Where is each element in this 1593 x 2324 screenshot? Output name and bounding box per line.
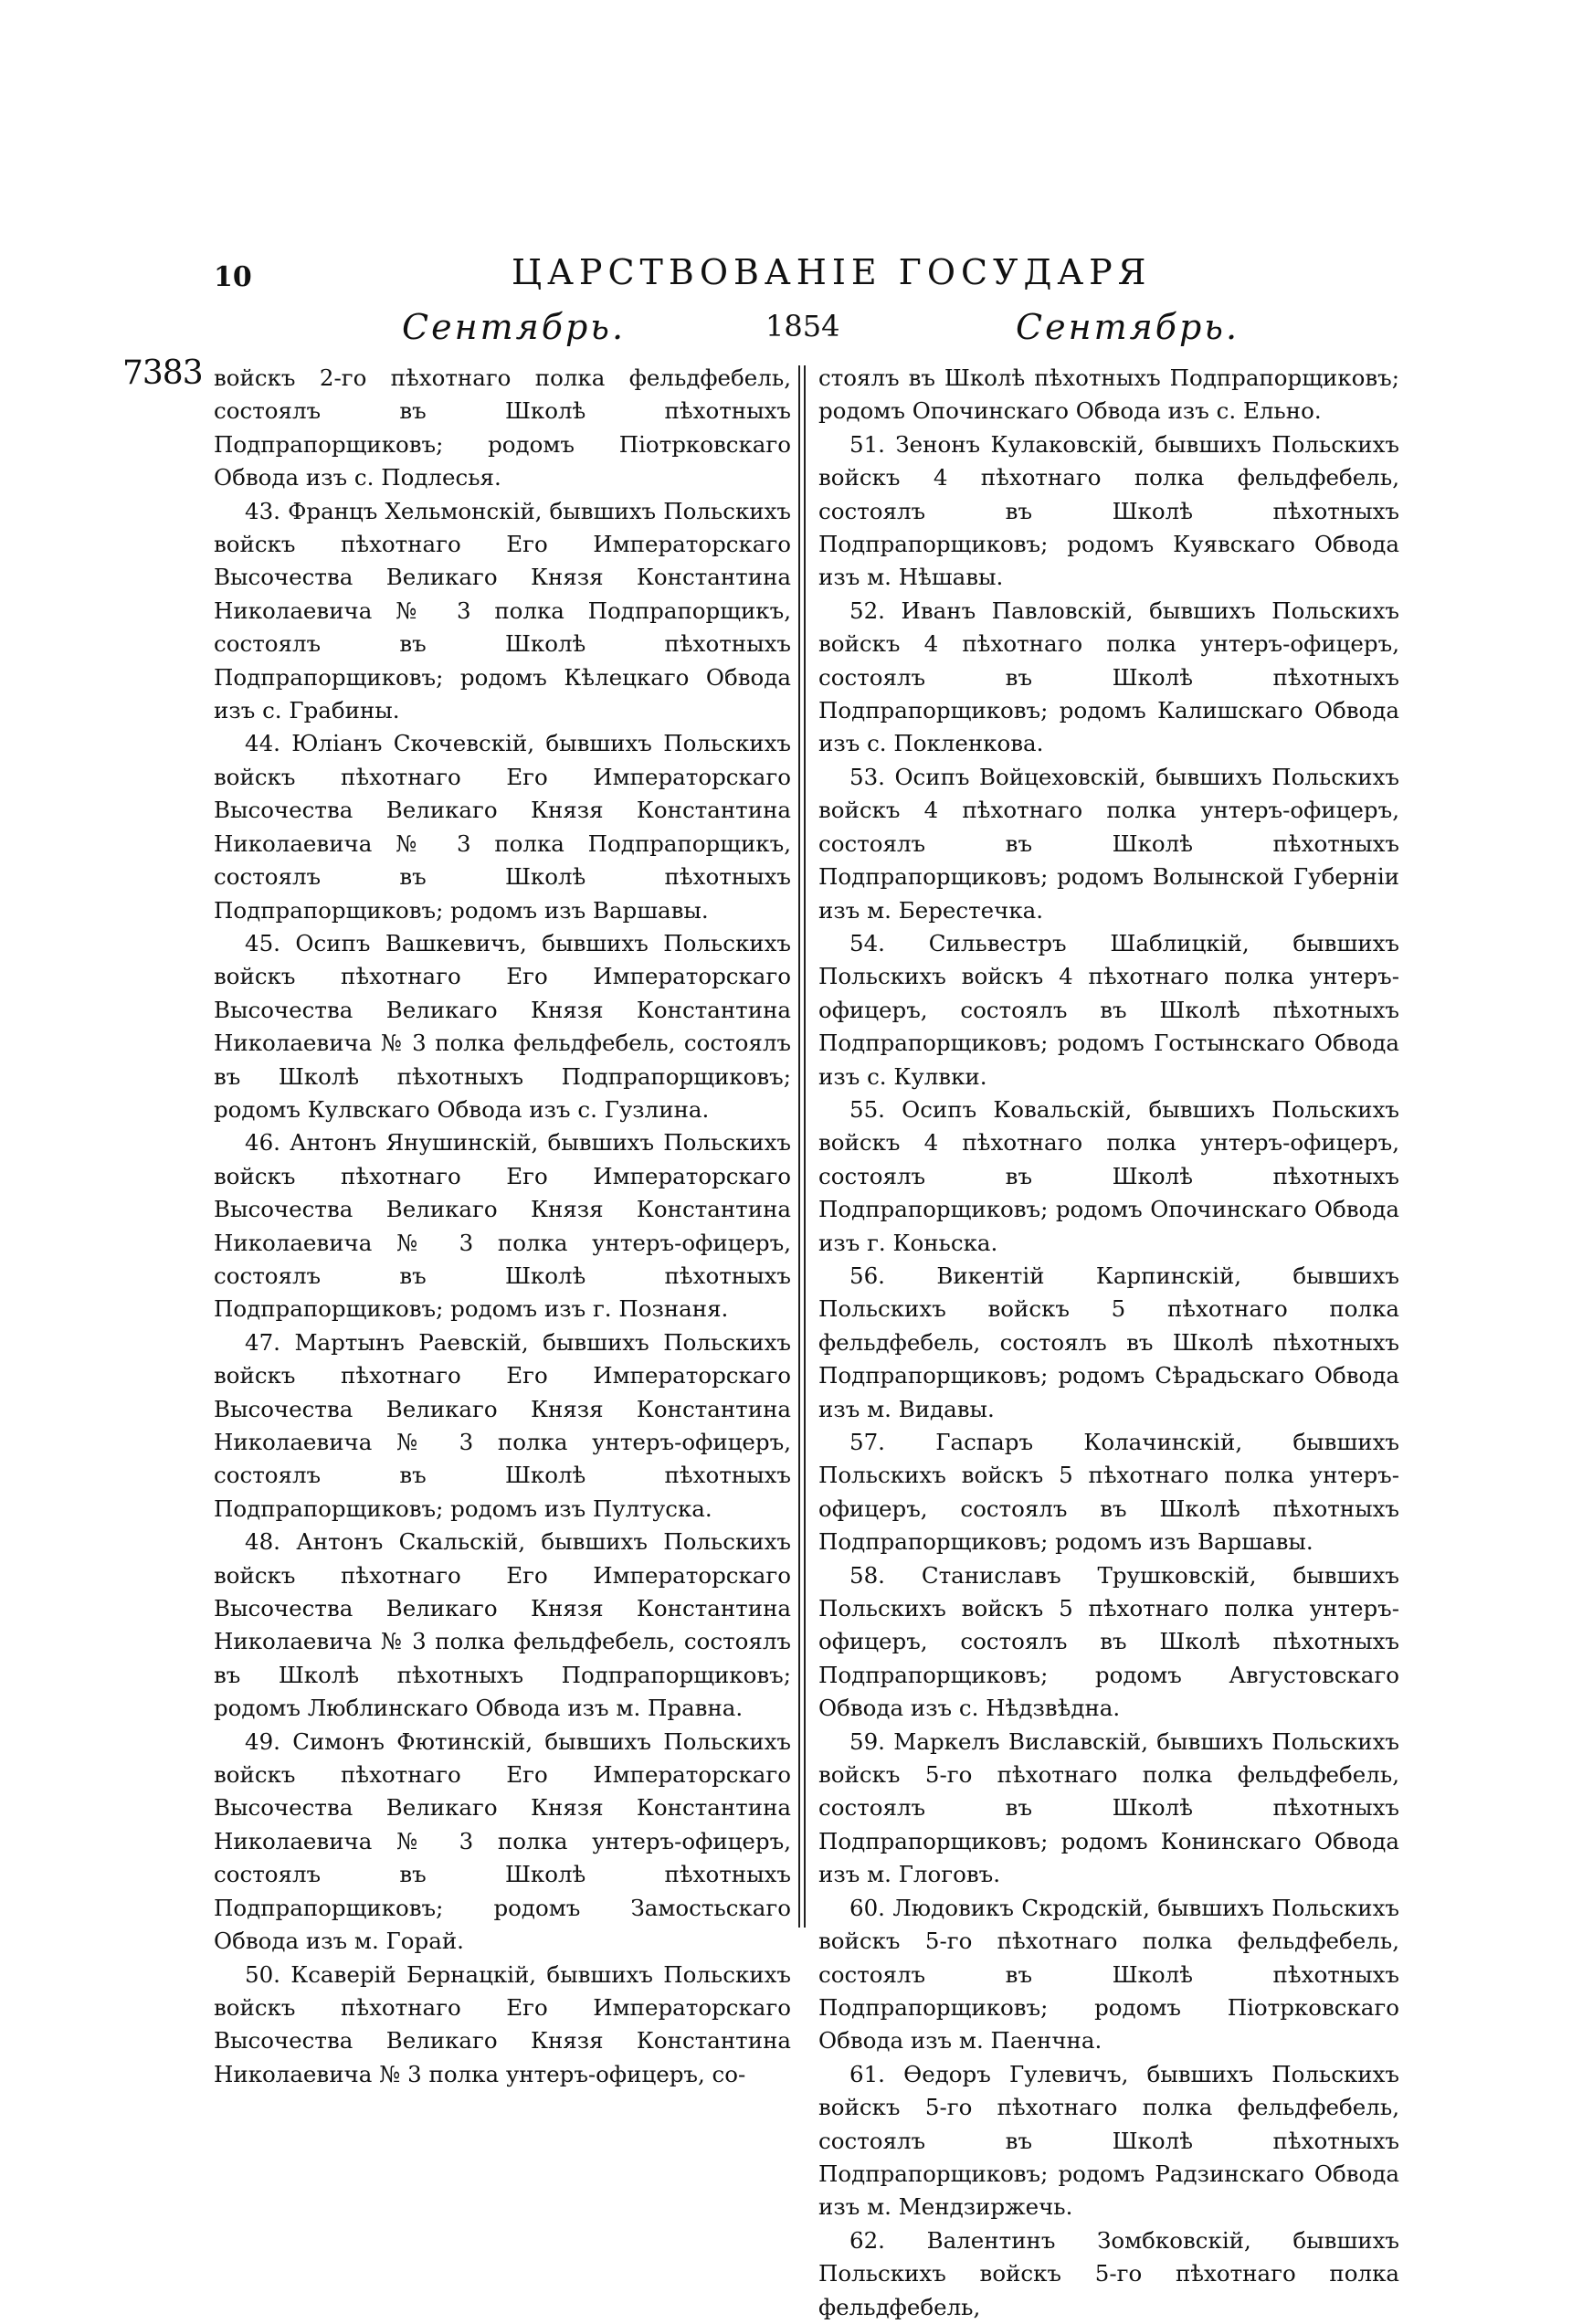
entry-44: 44. Юліанъ Скочевскій, бывшихъ Польскихъ войскъ пѣхотнаго Его Императорскаго Высочества Великаго Князя Константина Николаевича № 3 полка Подпрапорщикъ, состоялъ въ Школѣ пѣхотныхъ Подпрапорщиковъ; родомъ изъ Варшавы. (214, 730, 791, 924)
page-number: 10 (214, 261, 252, 293)
entry-46: 46. Антонъ Янушинскій, бывшихъ Польскихъ войскъ пѣхотнаго Его Императорскаго Высочества Великаго Князя Константина Николаевича № 3 полка унтеръ-офицеръ, состоялъ въ Школѣ пѣхотныхъ Подпрапорщиковъ; родомъ изъ г. Познаня. (214, 1129, 791, 1323)
entry-56: 56. Викентій Карпинскій, бывшихъ Польскихъ войскъ 5 пѣхотнаго полка фельдфебель, состоялъ въ Школѣ пѣхотныхъ Подпрапорщиковъ; родомъ Сѣрадьскаго Обвода изъ м. Видавы. (818, 1262, 1399, 1422)
entry-61: 61. Ѳедоръ Гулевичъ, бывшихъ Польскихъ войскъ 5-го пѣхотнаго полка фельдфебель, состоялъ въ Школѣ пѣхотныхъ Подпрапорщиковъ; родомъ Радзинскаго Обвода изъ м. Мендзиржечь. (818, 2060, 1399, 2221)
entry-45: 45. Осипъ Вашкевичъ, бывшихъ Польскихъ войскъ пѣхотнаго Его Императорскаго Высочества Великаго Князя Константина Николаевича № 3 полка фельдфебель, состоялъ въ Школѣ пѣхотныхъ Подпрапорщиковъ; родомъ Кулвскаго Обвода изъ с. Гузлина. (214, 929, 791, 1123)
entry-49: 49. Симонъ Фютинскій, бывшихъ Польскихъ войскъ пѣхотнаго Его Императорскаго Высочества Великаго Князя Константина Николаевича № 3 полка унтеръ-офицеръ, состоялъ въ Школѣ пѣхотныхъ Подпрапорщиковъ; родомъ Замостьскаго Обвода изъ м. Горай. (214, 1727, 791, 1955)
entry-62: 62. Валентинъ Зомбковскій, бывшихъ Польскихъ войскъ 5-го пѣхотнаго полка фельдфебель, (818, 2226, 1399, 2320)
column-divider (798, 365, 806, 1928)
running-title: ЦАРСТВОВАНІЕ ГОСУДАРЯ (512, 252, 1152, 292)
entry-57: 57. Гаспаръ Колачинскій, бывшихъ Польскихъ войскъ 5 пѣхотнаго полка унтеръ-офицеръ, состоялъ въ Школѣ пѣхотныхъ Подпрапорщиковъ; родомъ изъ Варшавы. (818, 1429, 1399, 1556)
month-header-right: Сентябрь. (1016, 307, 1240, 347)
entry-47: 47. Мартынъ Раевскій, бывшихъ Польскихъ войскъ пѣхотнаго Его Императорскаго Высочества Великаго Князя Константина Николаевича № 3 полка унтеръ-офицеръ, состоялъ въ Школѣ пѣхотныхъ Подпрапорщиковъ; родомъ изъ Пултуска. (214, 1328, 791, 1522)
entry-55: 55. Осипъ Ковальскій, бывшихъ Польскихъ войскъ 4 пѣхотнаго полка унтеръ-офицеръ, состоялъ въ Школѣ пѣхотныхъ Подпрапорщиковъ; родомъ Опочинскаго Обвода изъ г. Коньска. (818, 1095, 1399, 1256)
year-header: 1854 (765, 309, 840, 343)
entry-50: 50. Ксаверій Бернацкій, бывшихъ Польскихъ войскъ пѣхотнаго Его Императорскаго Высочества Великаго Князя Константина Николаевича № 3 полка унтеръ-офицеръ, со- (214, 1960, 791, 2087)
entry-54: 54. Сильвестръ Шаблицкій, бывшихъ Польскихъ войскъ 4 пѣхотнаго полка унтеръ-офицеръ, состоялъ въ Школѣ пѣхотныхъ Подпрапорщиковъ; родомъ Гостынскаго Обвода изъ с. Кулвки. (818, 929, 1399, 1090)
entry-43: 43. Францъ Хельмонскій, бывшихъ Польскихъ войскъ пѣхотнаго Его Императорскаго Высочества Великаго Князя Константина Николаевича № 3 полка Подпрапорщикъ, состоялъ въ Школѣ пѣхотныхъ Подпрапорщиковъ; родомъ Кѣлецкаго Обвода изъ с. Грабины. (214, 497, 791, 724)
entry-50-continuation: стоялъ въ Школѣ пѣхотныхъ Подпрапорщиковъ; родомъ Опочинскаго Обвода изъ с. Ельно. (818, 364, 1399, 425)
left-column (214, 362, 791, 2091)
month-header-left: Сентябрь. (402, 307, 627, 347)
entry-60: 60. Людовикъ Скродскій, бывшихъ Польскихъ войскъ 5-го пѣхотнаго полка фельдфебель, состоялъ въ Школѣ пѣхотныхъ Подпрапорщиковъ; родомъ Піотрковскаго Обвода изъ м. Паенчна. (818, 1894, 1399, 2055)
entry-59: 59. Маркелъ Виславскій, бывшихъ Польскихъ войскъ 5-го пѣхотнаго полка фельдфебель, состоялъ въ Школѣ пѣхотныхъ Подпрапорщиковъ; родомъ Конинскаго Обвода изъ м. Глоговъ. (818, 1727, 1399, 1888)
margin-number: 7383 (122, 354, 203, 392)
entry-58: 58. Станиславъ Трушковскій, бывшихъ Польскихъ войскъ 5 пѣхотнаго полка унтеръ-офицеръ, состоялъ въ Школѣ пѣхотныхъ Подпрапорщиковъ; родомъ Августовскаго Обвода изъ с. Нѣдзвѣдна. (818, 1561, 1399, 1722)
entry-52: 52. Иванъ Павловскій, бывшихъ Польскихъ войскъ 4 пѣхотнаго полка унтеръ-офицеръ, состоялъ въ Школѣ пѣхотныхъ Подпрапорщиковъ; родомъ Калишскаго Обвода изъ с. Покленкова. (818, 597, 1399, 757)
entry-42-continuation: войскъ 2-го пѣхотнаго полка фельдфебель, состоялъ въ Школѣ пѣхотныхъ Подпрапорщиковъ; родомъ Піотрковскаго Обвода изъ с. Подлесья. (214, 364, 791, 491)
entry-51: 51. Зенонъ Кулаковскій, бывшихъ Польскихъ войскъ 4 пѣхотнаго полка фельдфебель, состоялъ въ Школѣ пѣхотныхъ Подпрапорщиковъ; родомъ Куявскаго Обвода изъ м. Нѣшавы. (818, 430, 1399, 591)
entry-48: 48. Антонъ Скальскій, бывшихъ Польскихъ войскъ пѣхотнаго Его Императорскаго Высочества Великаго Князя Константина Николаевича № 3 полка фельдфебель, состоялъ въ Школѣ пѣхотныхъ Подпрапорщиковъ; родомъ Люблинскаго Обвода изъ м. Правна. (214, 1528, 791, 1722)
right-column (818, 362, 1399, 2324)
entry-53: 53. Осипъ Войцеховскій, бывшихъ Польскихъ войскъ 4 пѣхотнаго полка унтеръ-офицеръ, состоялъ въ Школѣ пѣхотныхъ Подпрапорщиковъ; родомъ Волынской Губерніи изъ м. Берестечка. (818, 763, 1399, 924)
